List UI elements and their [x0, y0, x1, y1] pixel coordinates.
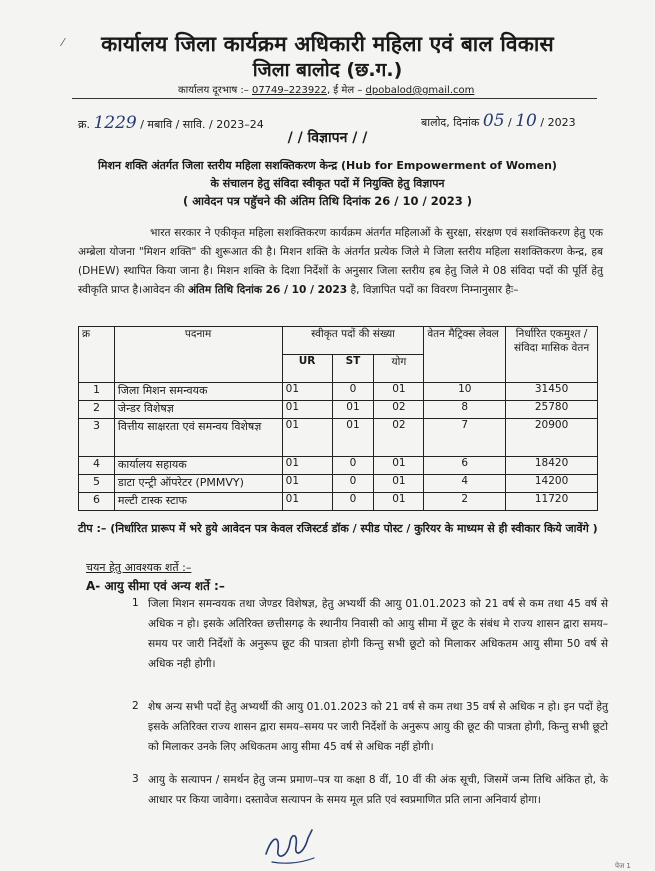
section-a-heading: A- आयु सीमा एवं अन्य शर्ते :–: [86, 579, 225, 593]
corner-mark: ⁄: [62, 36, 64, 49]
page-mark: पेज 1: [615, 862, 631, 870]
reference-number: क्र. 1229 / मबावि / सावि. / 2023–24: [78, 113, 264, 133]
posts-table: [78, 326, 598, 511]
email-address: dpobalod@gmail.com: [365, 85, 475, 96]
table-row: 4 कार्यालय सहायक 01 0 01 6 18420: [79, 457, 598, 475]
handwritten-ref-number: 1229: [93, 113, 137, 133]
col-header-total: योग: [374, 355, 424, 383]
table-row: 3 वित्तीय साक्षरता एवं समन्वय विशेषज्ञ 01 01 02 7 20900: [79, 419, 598, 457]
condition-number: 2: [132, 700, 139, 712]
condition-text: आयु के सत्यापन / समर्थन हेतु जन्म प्रमाण–पत्र या कक्षा 8 वीं, 10 वीं की अंक सूची, जिसमें जन्म तिथि अंकित हो, के आधार पर किया जावेगा। दस्तावेज सत्यापन के समय मूल प्रति एवं स्वप्रमाणित प्रति लाना अनिवार्य होगा।: [148, 774, 608, 806]
table-row: 1 जिला मिशन समन्वयक 01 0 01 10 31450: [79, 383, 598, 401]
col-header-st: ST: [332, 355, 374, 383]
last-date-highlight: अंतिम तिथि दिनांक 26 / 10 / 2023: [187, 284, 348, 296]
signature: [258, 824, 322, 870]
col-header-pay-matrix: वेतन मैट्रिक्स लेवल: [424, 327, 506, 383]
condition-number: 3: [132, 773, 139, 785]
condition-text: शेष अन्य सभी पदों हेतु अभ्यर्थी की आयु 01.01.2023 को 21 वर्ष से कम तथा 35 वर्ष से अधिक न हो। इन पदों हेतु इसके अतिरिक्त राज्य शासन द्वारा समय–समय पर जारी निर्देशों के अनुरूप आयु की छूट की पात्रता होगी, किन्तु सभी छूटो को मिलाकर उनके लिए अधिकतम आयु सीमा 45 वर्ष से अधिक नहीं होगी।: [148, 701, 608, 753]
headline-line-2: के संचालन हेतु संविदा स्वीकृत पदों में नियुक्ति हेतु विज्ञापन: [210, 177, 445, 190]
col-header-post: पदनाम: [114, 327, 282, 383]
headline-line-3: ( आवेदन पत्र पहुॅचने की अंतिम तिथि दिनांक 26 / 10 / 2023 ): [183, 194, 472, 208]
district-title: जिला बालोद (छ.ग.): [252, 59, 403, 81]
handwritten-date-month: 10: [515, 111, 537, 131]
condition-text: जिला मिशन समन्वयक तथा जेण्डर विशेषज्ञ, हेतु अभ्यर्थी की आयु 01.01.2023 को 21 वर्ष से कम तथा 45 वर्ष से अधिक न हो। इसके अतिरिक्त छत्तीसगढ़ के स्थानीय निवासी को आयु सीमा में छूट के संबंध मे राज्य शासन द्वारा समय–समय पर जारी निर्देशों के अनुरूप छूट की पात्रता होगी किन्तु सभी छूटो को मिलाकर अधिकतम आयु सीमा 50 वर्ष से अधिक नही होगी।: [148, 598, 608, 670]
col-header-salary: निर्धारित एकमुश्त / संविदा मासिक वेतन: [506, 327, 598, 383]
selection-heading: चयन हेतु आवश्यक शर्ते :–: [86, 561, 192, 574]
table-row: 2 जेन्डर विशेषज्ञ 01 01 02 8 25780: [79, 401, 598, 419]
col-header-sno: क्र: [79, 327, 115, 383]
email-prefix: , ई मेल –: [326, 85, 366, 96]
table-row: 6 मल्टी टास्क स्टाफ 01 0 01 2 11720: [79, 493, 598, 511]
condition-number: 1: [132, 597, 139, 609]
table-row: 5 डाटा एन्ट्री ऑपरेटर (PMMVY) 01 0 01 4 14200: [79, 475, 598, 493]
header-divider: [72, 98, 597, 99]
issue-date: बालोद, दिनांक 05 / 10 / 2023: [421, 111, 576, 131]
col-header-ur: UR: [282, 355, 332, 383]
signature-scribble: [258, 824, 322, 866]
office-title: कार्यालय जिला कार्यक्रम अधिकारी महिला एवं बाल विकास: [101, 32, 554, 56]
notice-title: / / विज्ञापन / /: [287, 130, 368, 146]
contact-line: [178, 82, 474, 96]
col-header-sanctioned: स्वीकृत पदों की संख्या: [282, 327, 424, 355]
intro-paragraph: भारत सरकार ने एकीकृत महिला सशक्तिकरण कार्यक्रम अंतर्गत महिलाओं के सुरक्षा, संरक्षण एवं सशक्तिकरण हेतु एक अम्ब्रेला योजना "मिशन शक्ति" की शुरूआत की है। मिशन शक्ति के अंतर्गत प्रत्येक जिले मे जिला स्तरीय महिला सशक्तिकरण केन्द्र, हब (DHEW) स्थापित किया जाना है। मिशन शक्ति के दिशा निर्देशों के अनुसार जिला स्तरीय हब हेतु जिले मे 08 संविदा पदों की पूर्ति हेतु स्वीकृति प्राप्त है।आवेदन की अंतिम तिथि दिनांक 26 / 10 / 2023 है, विज्ञापित पदों का विवरण निम्नानुसार हैः–: [78, 227, 603, 296]
handwritten-date-day: 05: [482, 111, 505, 131]
note-text: टीप :– (निर्धारित प्रारूप में भरे हुये आवेदन पत्र केवल रजिस्टर्ड डॉक / स्पीड पोस्ट / कुरियर के माध्यम से ही स्वीकार किये जावेंगे ): [78, 522, 598, 535]
phone-number: 07749–223922: [251, 85, 327, 96]
contact-prefix: कार्यालय दूरभाष :–: [178, 85, 252, 96]
headline-line-1: मिशन शक्ति अंतर्गत जिला स्तरीय महिला सशक्तिकरण केन्द्र (Hub for Empowerment of Women): [98, 159, 557, 172]
